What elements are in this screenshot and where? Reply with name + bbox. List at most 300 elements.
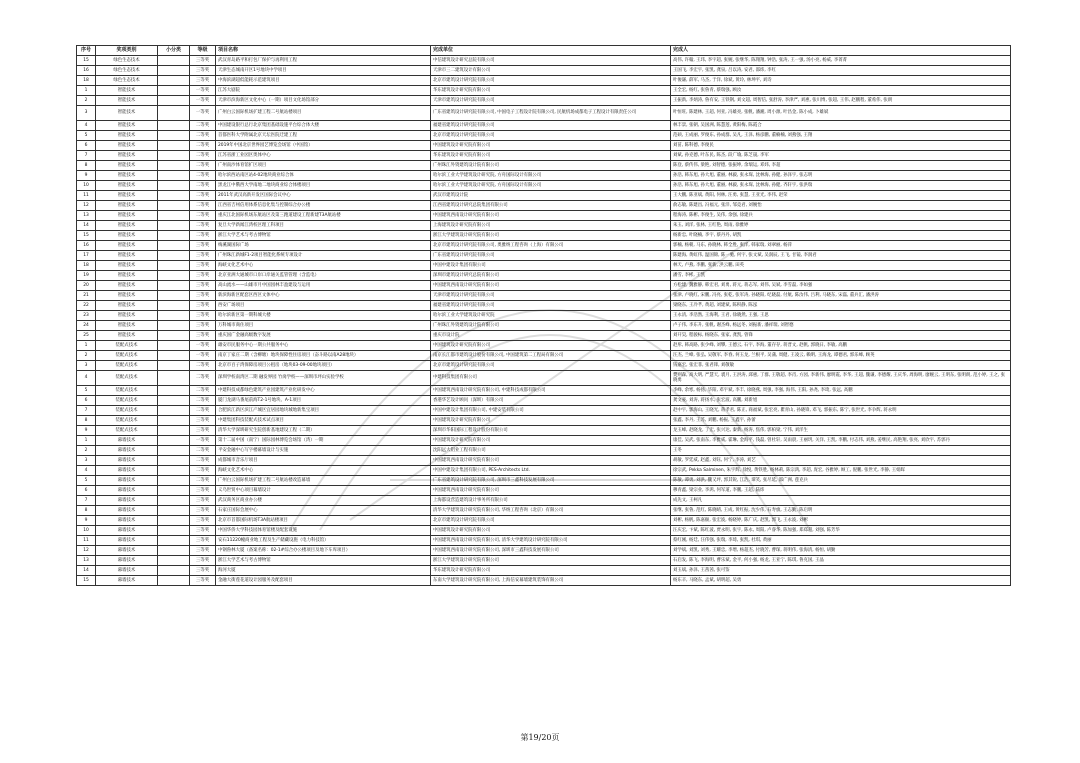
cell-subcategory (158, 446, 190, 456)
cell-level: 三等奖 (190, 281, 216, 291)
cell-level: 三等奖 (190, 416, 216, 426)
table-row (77, 96, 1011, 106)
cell-people: 陈建海, 黄虹伟, 温国锦, 陈一驰, 何宇, 张文斌, 吴润辰, 王飞, 甘镜, 李润君 (671, 251, 1011, 261)
cell-level: 三等奖 (190, 56, 216, 66)
cell-level: 三等奖 (190, 76, 216, 86)
cell-project: 深圳学校南湾区二期 融发界园 竹岗学校——深圳市坪山实验学校 (216, 371, 431, 386)
cell-category: 智能技术 (96, 251, 158, 261)
cell-index: 1 (77, 86, 96, 96)
cell-project: 梅溪湖国际广场 (216, 241, 431, 251)
cell-index: 10 (77, 526, 96, 536)
cell-level: 三等奖 (190, 66, 216, 76)
cell-people: 康佳, 吴武, 张南东, 李雅威, 霍琳, 金海平, 钱磊, 曾杜轩, 吴雨晨, 王丽玥, 关洋, 王凯, 李鹏, 付志伟, 刘燕, 姜继民, 高艳翔, 张亮, 刘欣宇, 苏郭丹 (671, 436, 1011, 446)
table-row (77, 331, 1011, 341)
cell-level: 三等奖 (190, 331, 216, 341)
cell-people: 叶恒旺, 陈建林, 王超, 何亚, 冯雄亮, 张帆, 潘湘, 周小源, 叶昌金, 陈小成, 卜雄斌 (671, 106, 1011, 121)
cell-people: 刘苗, 陈科德, 李俊民 (671, 141, 1011, 151)
cell-level: 三等奖 (190, 536, 216, 546)
table-row (77, 361, 1011, 371)
table-row (77, 416, 1011, 426)
cell-index: 13 (77, 211, 96, 221)
table-row (77, 396, 1011, 406)
cell-unit: 哈尔滨工业大学建筑设计研究院 (431, 311, 671, 321)
cell-unit: 浙江大学建筑设计研究院有限公司 (431, 556, 671, 566)
header-level: 等级 (190, 46, 216, 56)
cell-people: 梁晓东, 王冷芊, 黄超, 刘建斌, 陈积静, 陈泓 (671, 301, 1011, 311)
cell-unit: 天津市三二建筑设计有限公司 (431, 66, 671, 76)
cell-unit: 中建科技集团有限公司 (431, 371, 671, 386)
cell-unit: 华东建筑设计研究院有限公司 (431, 566, 671, 576)
cell-people: 林天, 卢燕, 李鹏, 张新, 洪云鹏, 田英 (671, 261, 1011, 271)
cell-level: 三等奖 (190, 426, 216, 436)
cell-project: 江西省吉州信用体系信息化集与控制综合办公楼 (216, 201, 431, 211)
cell-subcategory (158, 301, 190, 311)
cell-people: 王全宏, 杨红, 张鲁青, 蔡瑞强, 顾汝 (671, 86, 1011, 96)
cell-level: 三等奖 (190, 506, 216, 516)
cell-level: 三等奖 (190, 301, 216, 311)
cell-unit: 沈阳远大铝业工程有限公司 (431, 446, 671, 456)
table-body (77, 56, 1011, 586)
cell-unit: 江西省建筑设计研究总院集团有限公司 (431, 201, 671, 211)
table-row (77, 546, 1011, 556)
cell-unit: 中国建筑设计研究院有限公司 (431, 436, 671, 446)
cell-level: 二等奖 (190, 181, 216, 191)
cell-level: 三等奖 (190, 311, 216, 321)
cell-category: 智能技术 (96, 231, 158, 241)
cell-index: 7 (77, 151, 96, 161)
cell-level: 三等奖 (190, 486, 216, 496)
cell-category: 装配式技术 (96, 396, 158, 406)
cell-index: 3 (77, 106, 96, 121)
cell-category: 幕墙技术 (96, 486, 158, 496)
cell-category: 智能技术 (96, 86, 158, 96)
cell-category: 幕墙技术 (96, 436, 158, 446)
table-row (77, 161, 1011, 171)
cell-people: 汪杰, 兰峰, 张弘, 吴敬军, 李春, 何玉龙, 兰根平, 吴蒲, 周健, 王凌云, 赖明, 王海龙, 谭德君, 郭乐峰, 顾英 (671, 351, 1011, 361)
cell-unit: 中国中建设计集团有限公司 (431, 261, 671, 271)
cell-project: 新滨海新区配套区西区文体中心 (216, 291, 431, 301)
cell-index: 22 (77, 301, 96, 311)
cell-people: 刘玉斌, 孙泽, 王茜茜, 张可鉴 (671, 566, 1011, 576)
cell-index: 1 (77, 341, 96, 351)
table-row (77, 371, 1011, 386)
table-row (77, 536, 1011, 546)
cell-index: 10 (77, 181, 96, 191)
awards-table-sheet (76, 45, 1010, 586)
cell-index: 25 (77, 331, 96, 341)
cell-category: 装配式技术 (96, 351, 158, 361)
cell-subcategory (158, 321, 190, 331)
cell-unit: 中国建筑西南设计研究院有限公司, 清华大学建筑设计研究院有限公司 (431, 536, 671, 546)
cell-subcategory (158, 466, 190, 476)
cell-project: 平安金融中心写字楼幕墙设计与实施 (216, 446, 431, 456)
cell-people: 朱玉, 刘洋, 张林, 王红艳, 周雨, 徐雅婷 (671, 221, 1011, 231)
cell-unit: 南京长江都市建筑设计股份有限公司, 中国建筑第二工程局有限公司 (431, 351, 671, 361)
table-row (77, 231, 1011, 241)
cell-category: 智能技术 (96, 161, 158, 171)
cell-unit: 华东建筑设计研究院有限公司 (431, 86, 671, 96)
cell-subcategory (158, 201, 190, 211)
cell-project: 浙江大学艺术与考古博物馆 (216, 556, 431, 566)
cell-people: 汪庆宏, 卞斌, 陈红波, 贾永明, 张宇, 陈永, 周阳, 卢睿华, 陈加强, 郑郑超, 刘强, 陈芳华 (671, 526, 1011, 536)
cell-category: 智能技术 (96, 171, 158, 181)
cell-people: 蔡红刚, 杨廷, 汪伟强, 张瑞, 李琦, 张凯, 杜琪, 黄丽 (671, 536, 1011, 546)
cell-unit: 中国中建设计集团有限公司, PES-Architects Ltd. (431, 466, 671, 476)
cell-project: 南京丁家庄二期（含柳塘）地块保障性住房项目（奋斗路以南A28地块） (216, 351, 431, 361)
cell-category: 智能技术 (96, 141, 158, 151)
table-row (77, 556, 1011, 566)
cell-people: 高伟, 许翰, 王玮, 李宇超, 张婉, 张继华, 陈翔翔, 钟浩, 张涛, 王一强, 汤小亮, 杨威, 李菁菁 (671, 56, 1011, 66)
cell-subcategory (158, 241, 190, 251)
cell-index: 4 (77, 466, 96, 476)
cell-people: 王冬 (671, 446, 1011, 456)
cell-category: 装配式技术 (96, 371, 158, 386)
table-row (77, 406, 1011, 416)
cell-project: 中建科技成都绿色建筑产业园建筑产业化研发中心 (216, 386, 431, 396)
cell-index: 14 (77, 566, 96, 576)
cell-index: 23 (77, 311, 96, 321)
cell-category: 智能技术 (96, 201, 158, 211)
cell-unit: 广州珠江外资建筑设计院有限公司 (431, 161, 671, 171)
cell-unit: 北京市建筑设计研究院有限公司 (431, 361, 671, 371)
cell-level: 二等奖 (190, 231, 216, 241)
header-project: 项目名称 (216, 46, 431, 56)
page-number: 第19/20页 (520, 733, 560, 742)
cell-project: 重庆江北国际机场东航站区及第三跑道建设工程新建T3A航站楼 (216, 211, 431, 221)
cell-project: 海峡文化艺术中心 (216, 466, 431, 476)
cell-people: 林丰景, 张朝, 吴国洲, 陈慧莲, 黄阳梅, 陈霞合 (671, 121, 1011, 131)
cell-index: 9 (77, 516, 96, 526)
cell-level: 一等奖 (190, 96, 216, 106)
cell-category: 智能技术 (96, 211, 158, 221)
cell-people: 穆青鑫, 梁宗业, 李鸿, 何军道, 李鹏, 王超, 陆炜 (671, 486, 1011, 496)
cell-level: 二等奖 (190, 466, 216, 476)
cell-category: 幕墙技术 (96, 576, 158, 586)
cell-index: 16 (77, 66, 96, 76)
cell-level: 二等奖 (190, 131, 216, 141)
cell-people: 王振新, 李炳涛, 鲁有安, 王铁钢, 刘文超, 周智信, 张舒涛, 李津严, 刘惠, 张川博, 张超, 王伟, 赵鹏程, 董希伟, 张朗 (671, 96, 1011, 106)
cell-people: 石启发, 陈飞, 李海明, 曹乐斌, 金平, 何小强, 杨龙, 王亚宁, 陈琪, 鲁克国, 王晶 (671, 556, 1011, 566)
cell-unit: 中国建筑西南设计研究院有限公司, 深圳市三鑫科技发展有限公司 (431, 546, 671, 556)
cell-project: 浙江大学艺术与考古博物馆 (216, 231, 431, 241)
cell-subcategory (158, 406, 190, 416)
cell-index: 8 (77, 161, 96, 171)
cell-index: 1 (77, 436, 96, 446)
table-row (77, 191, 1011, 201)
cell-category: 智能技术 (96, 241, 158, 251)
cell-level: 二等奖 (190, 141, 216, 151)
cell-category: 幕墙技术 (96, 506, 158, 516)
cell-index: 15 (77, 56, 96, 66)
cell-unit: 华东建筑设计研究院有限公司 (431, 151, 671, 161)
cell-subcategory (158, 576, 190, 586)
cell-subcategory (158, 66, 190, 76)
cell-index: 2 (77, 351, 96, 361)
cell-category: 幕墙技术 (96, 456, 158, 466)
cell-project: 武汉商务区商业办公楼 (216, 496, 431, 506)
cell-project: 第十二届中国（南宁）国际园林博览会场馆（湾）一期 (216, 436, 431, 446)
cell-level: 一等奖 (190, 351, 216, 361)
cell-subcategory (158, 371, 190, 386)
table-row (77, 576, 1011, 586)
cell-category: 装配式技术 (96, 406, 158, 416)
cell-category: 幕墙技术 (96, 476, 158, 486)
cell-project: 中国建设银行总行北京集团基础设施平台综合体大楼 (216, 121, 431, 131)
cell-index: 12 (77, 201, 96, 211)
cell-unit: 香港华艺设计顾问（深圳）有限公司 (431, 396, 671, 406)
cell-unit: 中国中建设计集团有限公司, 中建安装有限公司 (431, 406, 671, 416)
cell-index: 18 (77, 261, 96, 271)
cell-project: 中海滨湖超低能耗示范建筑项目 (216, 76, 431, 86)
cell-people: 王国飞, 李宏宇, 张凯, 龚泉, 吕以涛, 安君, 邵炜, 李红 (671, 66, 1011, 76)
cell-project: 广州南沙体育馆扩区项目 (216, 161, 431, 171)
table-row (77, 171, 1011, 181)
cell-category: 智能技术 (96, 271, 158, 281)
cell-index: 3 (77, 361, 96, 371)
cell-category: 装配式技术 (96, 416, 158, 426)
cell-category: 幕墙技术 (96, 516, 158, 526)
cell-unit: 中国建筑西南设计研究院有限公司 (431, 456, 671, 466)
cell-subcategory (158, 506, 190, 516)
cell-category: 绿色生态技术 (96, 66, 158, 76)
cell-index: 16 (77, 241, 96, 251)
cell-index: 21 (77, 291, 96, 301)
cell-unit: 广东省建筑设计研究院有限公司 (431, 251, 671, 261)
table-row (77, 566, 1011, 576)
cell-level: 二等奖 (190, 201, 216, 211)
cell-project: 安石11220幢商业地工程及生产储藏设施（电力科技馆） (216, 536, 431, 546)
cell-project: 石家庄国际会展中心 (216, 506, 431, 516)
cell-people: 方松建, 魏雅静, 韩宏君, 刘勇, 蒋元, 蒋志军, 刘伟, 吴斌, 李雪磊, 李如强 (671, 281, 1011, 291)
cell-level: 三等奖 (190, 576, 216, 586)
cell-level: 一等奖 (190, 436, 216, 446)
table-row (77, 291, 1011, 301)
cell-index: 9 (77, 426, 96, 436)
cell-category: 装配式技术 (96, 361, 158, 371)
cell-project: 北京亚洲大通城市口岸口岸通关监管管理（含监电） (216, 271, 431, 281)
cell-level: 一等奖 (190, 86, 216, 96)
cell-index: 6 (77, 141, 96, 151)
cell-subcategory (158, 271, 190, 281)
table-row (77, 436, 1011, 446)
cell-level: 三等奖 (190, 251, 216, 261)
cell-subcategory (158, 231, 190, 241)
table-row (77, 66, 1011, 76)
cell-index: 15 (77, 231, 96, 241)
table-row (77, 201, 1011, 211)
cell-people: 徐宗武, Pekka Salminen, 朱宇辉, 徐悦, 黄铁胜, 杨林莉, 陈宗鸿, 李超, 庞宏, 谷雅婷, 顾工, 倪鹏, 张世光, 李静, 王娟晖 (671, 466, 1011, 476)
table-row (77, 476, 1011, 486)
table-row (77, 211, 1011, 221)
table-row (77, 86, 1011, 96)
cell-subcategory (158, 191, 190, 201)
cell-category: 智能技术 (96, 181, 158, 191)
cell-people: 张津, 卢晓红, 宋鹏, 冯亮, 张乾, 张军涛, 孙晓阳, 纪晓磊, 付航, 陈汝伟, 吕利, 马晓东, 宋磊, 董兵汇, 潘洪涛 (671, 291, 1011, 301)
table-row (77, 141, 1011, 151)
table-row (77, 486, 1011, 496)
cell-category: 绿色生态技术 (96, 56, 158, 66)
cell-people: 王永清, 李浩然, 王海利, 王君, 徐晓然, 王强, 王思 (671, 311, 1011, 321)
table-row (77, 386, 1011, 396)
cell-index: 3 (77, 456, 96, 466)
cell-unit: 北京市建筑设计研究院有限公司 (431, 516, 671, 526)
cell-subcategory (158, 496, 190, 506)
cell-subcategory (158, 416, 190, 426)
cell-index: 7 (77, 406, 96, 416)
header-people: 完成人 (671, 46, 1011, 56)
table-row (77, 426, 1011, 436)
cell-index: 2 (77, 96, 96, 106)
cell-people: 张鑫, 李丹, 王苏, 刘鹏, 杨振, 王鑫宇, 孙蕾 (671, 416, 1011, 426)
cell-category: 绿色生态技术 (96, 76, 158, 86)
cell-subcategory (158, 161, 190, 171)
cell-unit: 中国建筑西南设计研究院有限公司, 中建科技成都有限公司 (431, 386, 671, 396)
cell-subcategory (158, 106, 190, 121)
cell-index: 8 (77, 416, 96, 426)
cell-people: 叶俊谦, 薛军, 马杰, 于洋, 徐斌, 黄玲, 林坤平, 刘诗 (671, 76, 1011, 86)
cell-subcategory (158, 436, 190, 446)
table-row (77, 131, 1011, 141)
cell-subcategory (158, 131, 190, 141)
cell-subcategory (158, 556, 190, 566)
cell-level: 三等奖 (190, 556, 216, 566)
cell-people: 龙玉峰, 赵晓龙, 丁宏, 张兴达, 秦新, 杨涛, 焦伟, 郭柏梁, 宁伟, 刘洋生 (671, 426, 1011, 436)
cell-index: 11 (77, 191, 96, 201)
cell-index: 14 (77, 221, 96, 231)
cell-category: 幕墙技术 (96, 566, 158, 576)
cell-unit: 中国建筑设计研究院有限公司 (431, 341, 671, 351)
cell-level: 三等奖 (190, 496, 216, 506)
cell-unit: 浙江大学建筑设计研究院有限公司 (431, 231, 671, 241)
cell-unit: 天津市建筑设计研究院有限公司 (431, 291, 671, 301)
table-row (77, 351, 1011, 361)
cell-subcategory (158, 456, 190, 466)
cell-index: 8 (77, 506, 96, 516)
cell-subcategory (158, 536, 190, 546)
cell-level: 三等奖 (190, 291, 216, 301)
cell-unit: 哈尔滨工业大学建筑设计研究院, 方舟国际设计有限公司 (431, 181, 671, 191)
cell-subcategory (158, 526, 190, 536)
cell-project: 高山流水——山雄市月中国园林丰盈建设与运用 (216, 281, 431, 291)
cell-level: 二等奖 (190, 371, 216, 386)
cell-subcategory (158, 211, 190, 221)
cell-people: 樊则森, 高大明, 严慧天, 裘月, 王洪涛, 邱惠, 丁群, 王敬超, 李肖, 方园, 李新伟, 廖明霞, 李华, 王超, 魏谦, 李德耀, 王庆华, 周海明, 廖婉云, 王明东, 张明朗, 范小婷, 王之, 张晓勇 (671, 371, 1011, 386)
cell-project: 中建集团科技装配式技术试点项目 (216, 416, 431, 426)
cell-unit: 武汉市建筑设计院 (431, 191, 671, 201)
cell-category: 智能技术 (96, 321, 158, 331)
cell-unit: 广州珠江外资建筑设计院有限公司 (431, 321, 671, 331)
cell-project: 江苏省浙工业园区奥体中心 (216, 151, 431, 161)
cell-project: 厦门龙湖马番尾前海T2-1号地块、A-1项目 (216, 396, 431, 406)
table-row (77, 506, 1011, 516)
cell-unit: 中国建筑西南设计研究院有限公司 (431, 211, 671, 221)
cell-people: 杨新忠, 叶晓楠, 李宇, 蔡丹丹, 胡凯 (671, 231, 1011, 241)
cell-category: 智能技术 (96, 331, 158, 341)
cell-level: 三等奖 (190, 546, 216, 556)
cell-category: 幕墙技术 (96, 446, 158, 456)
table-row (77, 301, 1011, 311)
cell-subcategory (158, 281, 190, 291)
table-row (77, 121, 1011, 131)
cell-index: 2 (77, 446, 96, 456)
cell-index: 7 (77, 496, 96, 506)
cell-subcategory (158, 546, 190, 556)
cell-index: 6 (77, 396, 96, 406)
cell-project: 复旦大学新闻江湾校区理工科项目 (216, 221, 431, 231)
cell-subcategory (158, 171, 190, 181)
cell-category: 智能技术 (96, 291, 158, 301)
cell-project: 成都城市音乐厅项目 (216, 456, 431, 466)
cell-subcategory (158, 331, 190, 341)
cell-index: 6 (77, 486, 96, 496)
cell-unit: 广东省建筑设计研究院有限公司, 中国电子工程设计院有限公司, 民航机场成都电子工程设计有限责任公司 (431, 106, 671, 121)
table-row (77, 456, 1011, 466)
cell-category: 幕墙技术 (96, 526, 158, 536)
cell-category: 智能技术 (96, 121, 158, 131)
cell-level: 二等奖 (190, 191, 216, 201)
awards-table (76, 45, 1011, 586)
cell-level: 三等奖 (190, 516, 216, 526)
cell-people: 李峰, 余寒, 杨扬, 毕阳, 邓宇斌, 李丰, 徐晓燕, 周强, 李强, 海伟, 王阳, 孙尧, 李琦, 张远, 高鹏 (671, 386, 1011, 396)
cell-level: 二等奖 (190, 396, 216, 406)
cell-level: 二等奖 (190, 121, 216, 131)
cell-category: 智能技术 (96, 191, 158, 201)
cell-level: 二等奖 (190, 211, 216, 221)
table-row (77, 446, 1011, 456)
cell-subcategory (158, 151, 190, 161)
cell-level: 三等奖 (190, 526, 216, 536)
cell-category: 智能技术 (96, 131, 158, 141)
cell-index: 24 (77, 321, 96, 331)
header-index: 序号 (77, 46, 96, 56)
cell-project: 2019年中国北京世界园艺博览会场馆（中国馆） (216, 141, 431, 151)
header-subcategory: 小分类 (158, 46, 190, 56)
cell-level: 三等奖 (190, 566, 216, 576)
cell-category: 智能技术 (96, 221, 158, 231)
cell-level: 二等奖 (190, 161, 216, 171)
cell-unit: 天津市建筑设计研究院有限公司 (431, 96, 671, 106)
cell-subcategory (158, 261, 190, 271)
cell-people: 刘学斌, 刘凯, 刘秀, 王耀忠, 李增, 杨超杰, 付晓芳, 曹琛, 蒋明伟, 张海清, 杨恒, 胡勤 (671, 546, 1011, 556)
cell-people: 刘开昊, 程骏标, 杨晓东, 张家, 龚凯, 曾锋 (671, 331, 1011, 341)
cell-unit: 北京市建筑设计研究院有限公司, 奥雅纳工程咨询（上海）有限公司 (431, 241, 671, 251)
cell-subcategory (158, 221, 190, 231)
cell-project: 合肥滨江新区滨江产城区宜居园地块城地新集宝项目 (216, 406, 431, 416)
cell-category: 幕墙技术 (96, 546, 158, 556)
table-row (77, 466, 1011, 476)
cell-index: 5 (77, 476, 96, 486)
cell-unit: 中国建筑设计研究院有限公司 (431, 141, 671, 151)
cell-index: 15 (77, 576, 96, 586)
table-row (77, 281, 1011, 291)
cell-index: 13 (77, 556, 96, 566)
cell-project: 清华大学深圳研究生院创新基地建设工程（二期） (216, 426, 431, 436)
cell-level: 二等奖 (190, 476, 216, 486)
cell-subcategory (158, 396, 190, 406)
cell-level: 三等奖 (190, 271, 216, 281)
cell-project: 中国华侨大学科技园体育馆楼及配套设施 (216, 526, 431, 536)
cell-people: 陈登, 蔡传伟, 梁艳, 刘智德, 张振坤, 余瑞运, 邓炜, 李超 (671, 161, 1011, 171)
cell-unit: 福建省建筑设计研究院有限公司 (431, 121, 671, 131)
cell-people: 成先文, 王柯凡 (671, 496, 1011, 506)
cell-unit: 深圳市建筑设计研究总院有限公司 (431, 271, 671, 281)
cell-level: 三等奖 (190, 241, 216, 251)
cell-subcategory (158, 56, 190, 66)
cell-index: 12 (77, 546, 96, 556)
cell-project: 北京市首都国际机场T3A航站楼项目 (216, 516, 431, 526)
cell-unit: 上海都设营造建筑设计事务所有限公司 (431, 496, 671, 506)
cell-people: 龚文豪, 刘涛, 蒋扬水, 张宏波, 高鹏, 刘新旭 (671, 396, 1011, 406)
